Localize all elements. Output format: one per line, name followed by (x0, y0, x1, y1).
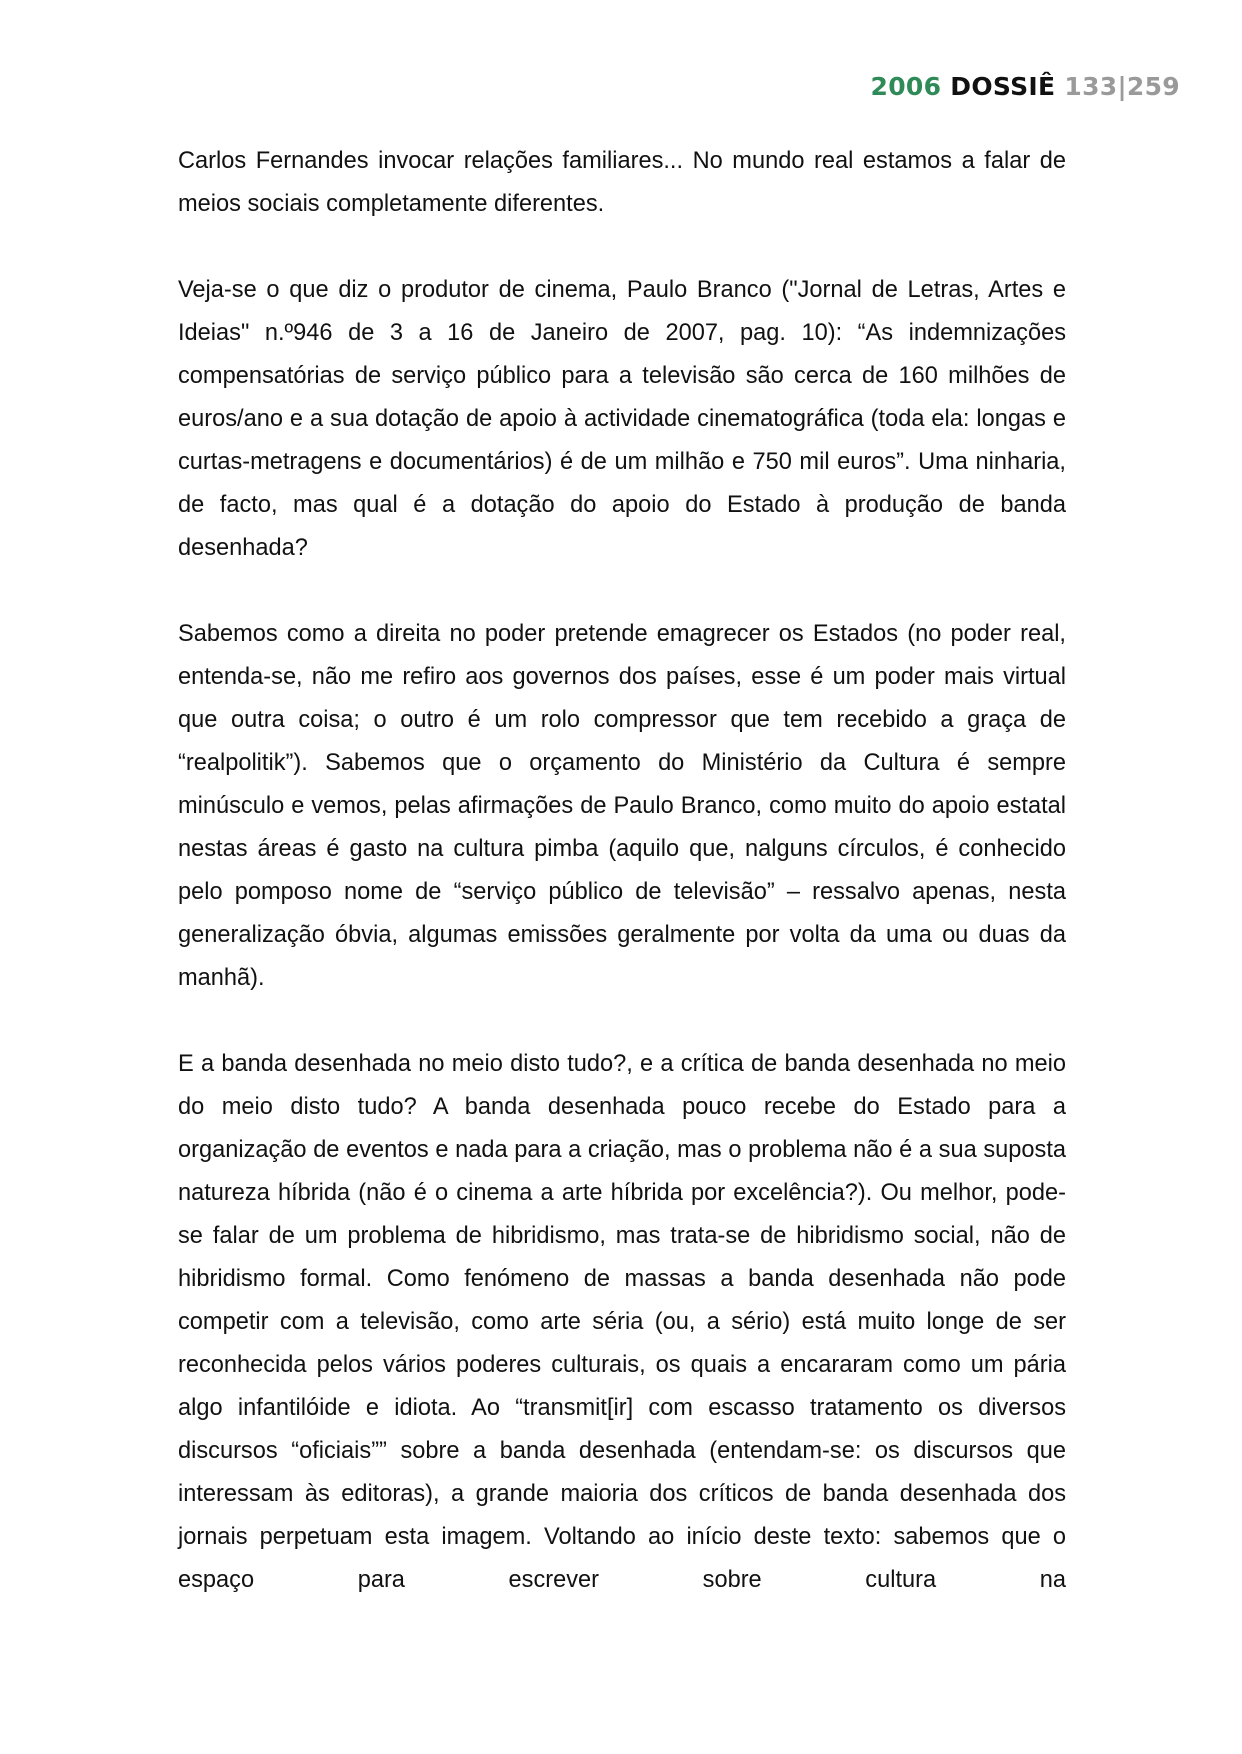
header-year: 2006 (870, 72, 942, 101)
paragraph-3: Sabemos como a direita no poder pretende emagrecer os Estados (no poder real, entenda-se, não me refiro aos governos dos países, esse é um poder mais virtual que outra coisa; o outro é um rolo compressor que tem recebido a graça de “realpolitik”). Sabemos que o orçamento do Ministério da Cultura é sempre minúsculo e vemos, pelas afirmações de Paulo Branco, como muito do apoio estatal nestas áreas é gasto na cultura pimba (aquilo que, nalguns círculos, é conhecido pelo pomposo nome de “serviço público de televisão” – ressalvo apenas, nesta generalização óbvia, algumas emissões geralmente por volta da uma ou duas da manhã). (178, 621, 1066, 991)
paragraph-1: Carlos Fernandes invocar relações familiares... No mundo real estamos a falar de meios sociais completamente diferentes. (178, 148, 1066, 217)
paragraph-4: E a banda desenhada no meio disto tudo?, e a crítica de banda desenhada no meio do meio disto tudo? A banda desenhada pouco recebe do Estado para a organização de eventos e nada para a criação, mas o problema não é a sua suposta natureza híbrida (não é o cinema a arte híbrida por excelência?). Ou melhor, pode-se falar de um problema de hibridismo, mas trata-se de hibridismo social, não de hibridismo formal. Como fenómeno de massas a banda desenhada não pode competir com a televisão, como arte séria (ou, a sério) está muito longe de ser reconhecida pelos vários poderes culturais, os quais a encararam como um pária algo infantilóide e idiota. Ao “transmit[ir] com escasso tratamento os diversos discursos “oficiais”” sobre a banda desenhada (entendam-se: os discursos que interessam às editoras), a grande maioria dos críticos de banda desenhada dos jornais perpetuam esta imagem. Voltando ao início deste texto: sabemos que o espaço para escrever sobre cultura na (178, 1051, 1066, 1593)
paragraph-2: Veja-se o que diz o produtor de cinema, Paulo Branco ("Jornal de Letras, Artes e Ideias" n.º946 de 3 a 16 de Janeiro de 2007, pag. 10): “As indemnizações compensatórias de serviço público para a televisão são cerca de 160 milhões de euros/ano e a sua dotação de apoio à actividade cinematográfica (toda ela: longas e curtas-metragens e documentários) é de um milhão e 750 mil euros”. Uma ninharia, de facto, mas qual é a dotação do apoio do Estado à produção de banda desenhada? (178, 277, 1066, 561)
article-body (178, 140, 1066, 1602)
header-title: DOSSIÊ (950, 72, 1056, 101)
page-header (871, 72, 1181, 101)
header-page-number: 133|259 (1064, 72, 1180, 101)
